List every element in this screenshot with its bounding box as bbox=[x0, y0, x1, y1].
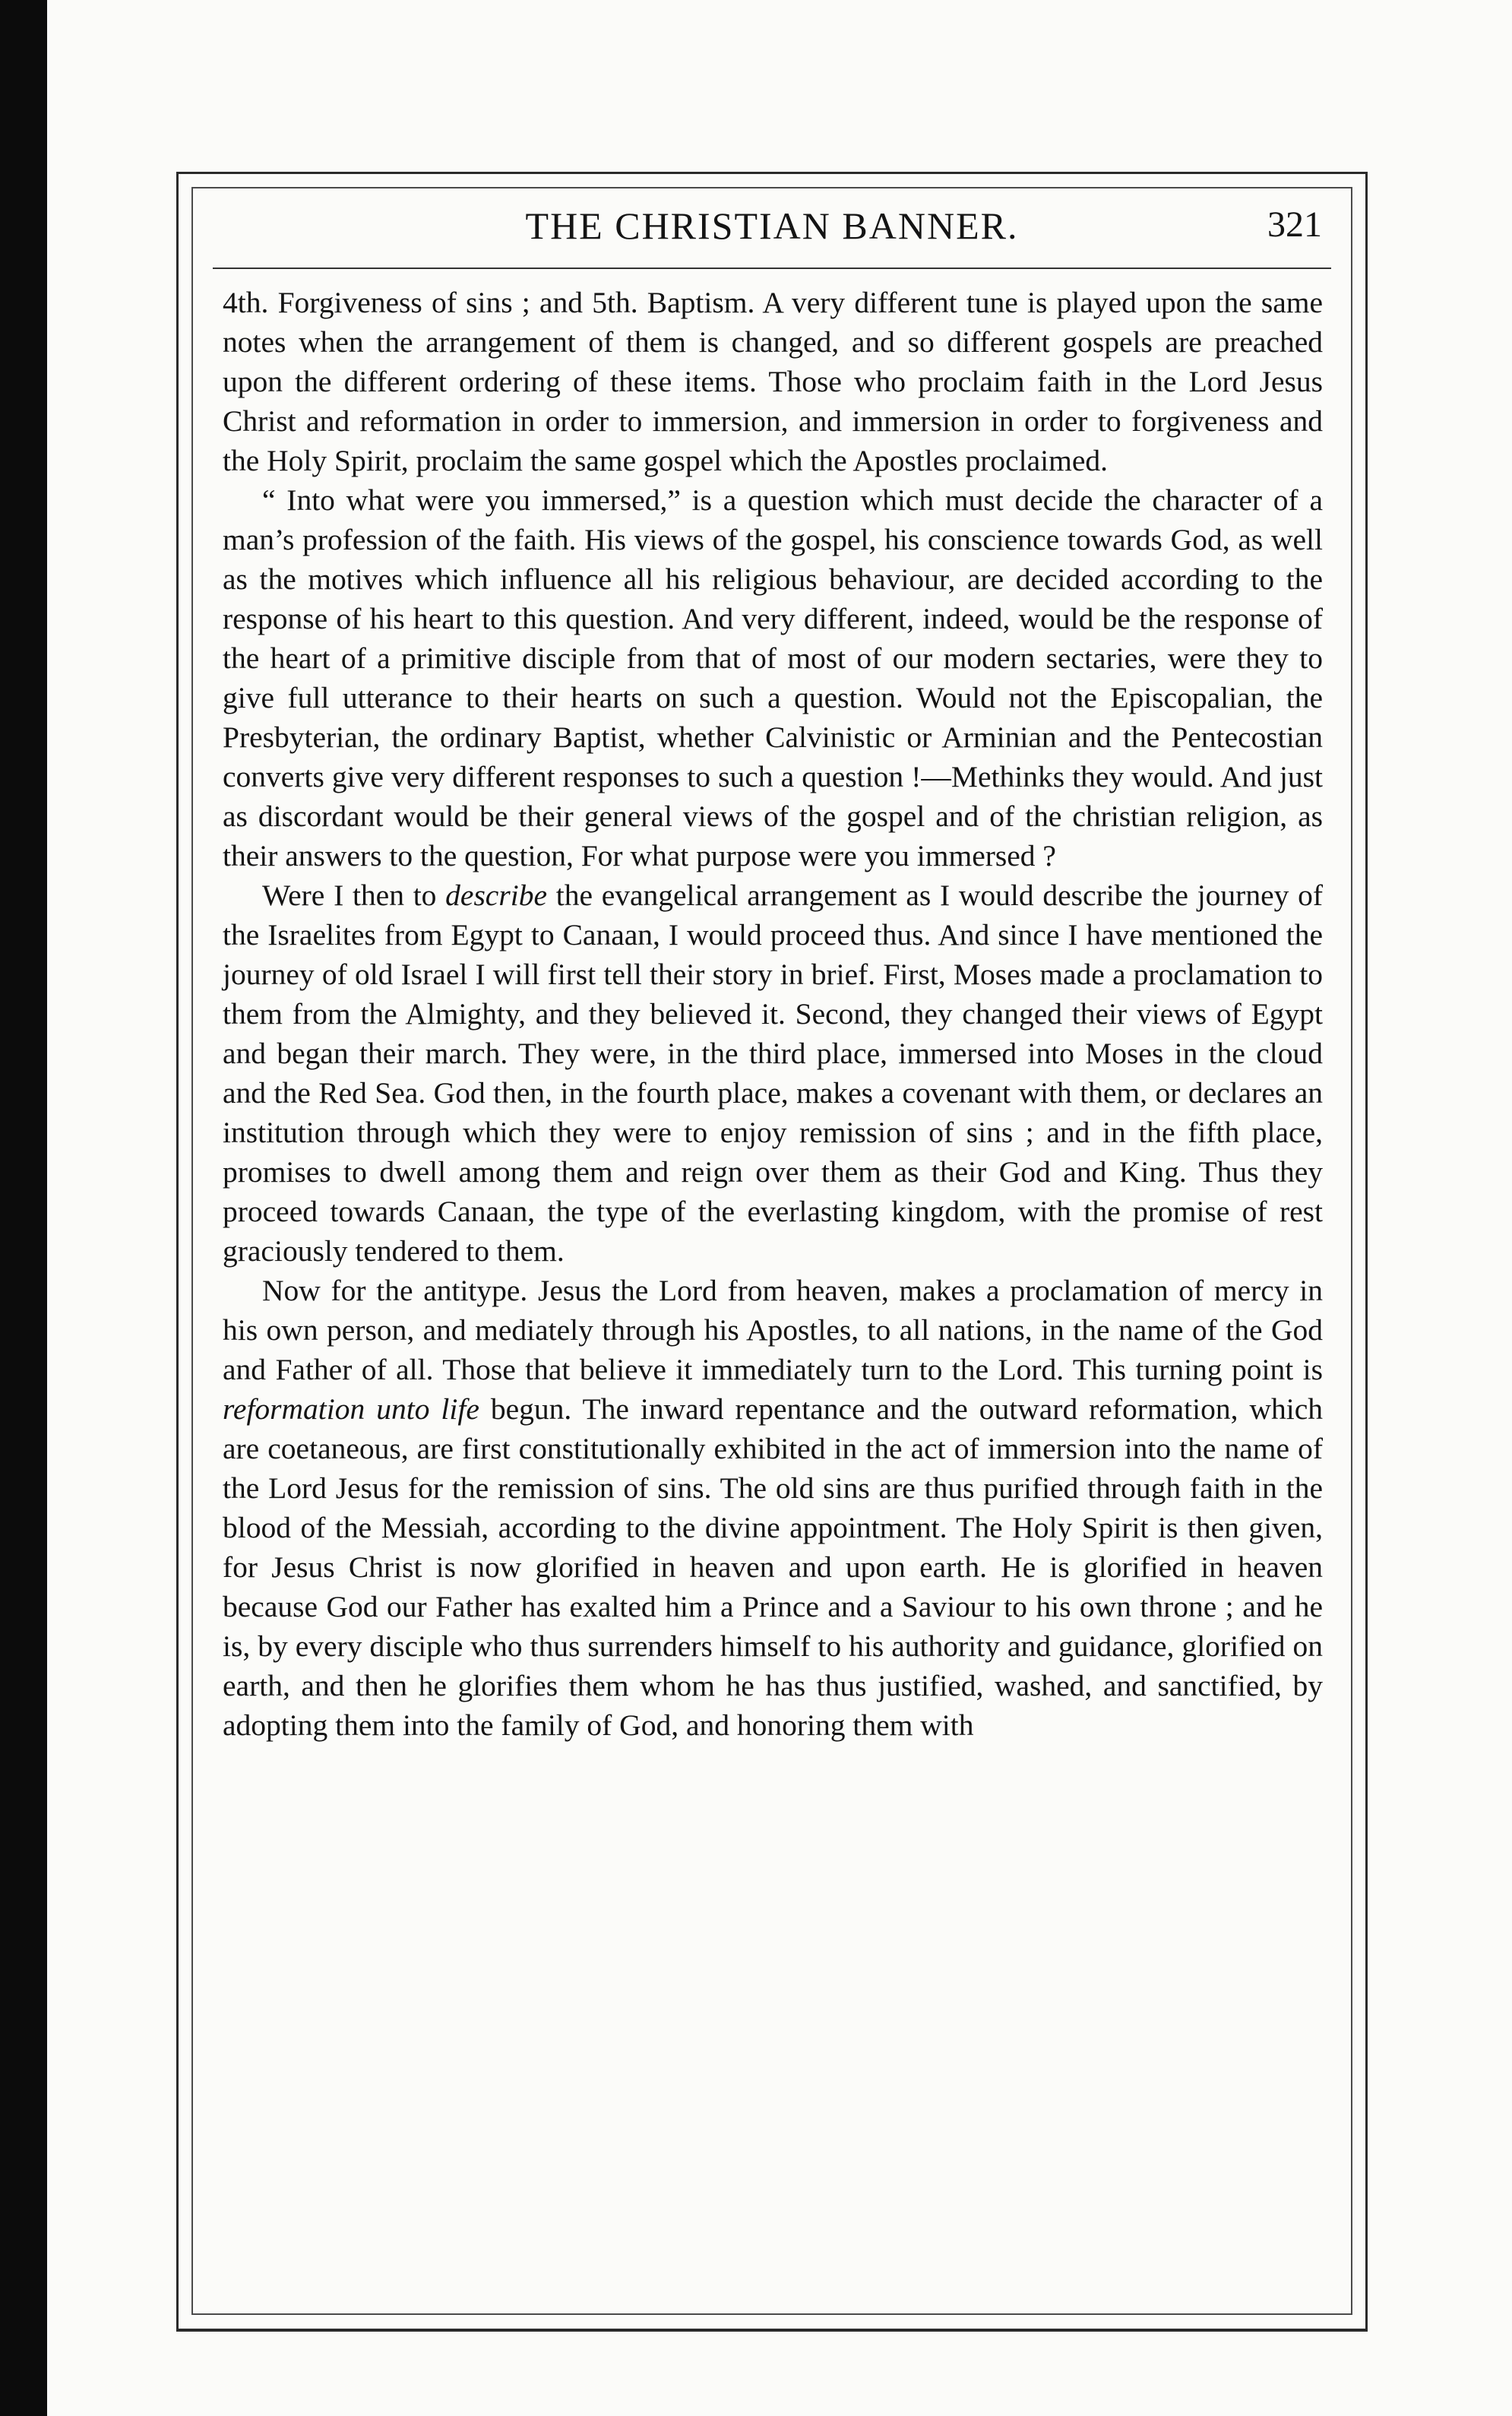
paragraph-4 bbox=[223, 1271, 1323, 1745]
article-body bbox=[223, 283, 1323, 1745]
text-run: 4th. Forgiveness of sins ; and 5th. Baptism. A very different tune is played upon the same notes when the arrangement of them is changed, and so different gospels are preached upon the different ordering of these items. Those who proclaim faith in the Lord Jesus Christ and reformation in order to immersion, and immersion in order to forgiveness and the Holy Spirit, proclaim the same gospel which the Apostles proclaimed. bbox=[223, 286, 1323, 477]
italic-phrase: reformation unto life bbox=[223, 1392, 479, 1426]
running-title: THE CHRISTIAN BANNER. bbox=[525, 204, 1019, 247]
text-run: the evangelical arrangement as I would describe the journey of the Israelites from Egypt to Canaan, I would proceed thus. And since I have mentioned the journey of old Israel I will first tell their story in brief. First, Moses made a proclamation to them from the Almighty, and they believed it. Second, they changed their views of Egypt and began their march. They were, in the third place, immersed into Moses in the cloud and the Red Sea. God then, in the fourth place, makes a covenant with them, or declares an institution through which they were to enjoy remission of sins ; and in the fifth place, promises to dwell among them and reign over them as their God and King. Thus they proceed towards Canaan, the type of the everlasting kingdom, with the promise of rest graciously tendered to them. bbox=[223, 879, 1323, 1268]
header-rule bbox=[213, 268, 1331, 269]
paragraph-3 bbox=[223, 876, 1323, 1271]
text-run: “ Into what were you immersed,” is a question which must decide the character of a man’s profession of the faith. His views of the gospel, his conscience towards God, as well as the motives which influence all his religious behaviour, are decided according to the response of his heart to this question. And very different, indeed, would be the response of the heart of a primitive disciple from that of most of our modern sectaries, were they to give full utterance to their hearts on such a question. Would not the Episcopalian, the Presbyterian, the ordinary Baptist, whether Calvinistic or Arminian and the Pentecostian converts give very different responses to such a question !—Methinks they would. And just as discordant would be their general views of the gospel and of the christian religion, as their answers to the question, For what purpose were you immersed ? bbox=[223, 483, 1323, 872]
paragraph-2 bbox=[223, 480, 1323, 876]
page-number: 321 bbox=[1267, 204, 1322, 245]
page-header bbox=[213, 199, 1331, 260]
binding-edge bbox=[0, 0, 47, 2416]
text-run: begun. The inward repentance and the outward reformation, which are coetaneous, are first constitutionally exhibited in the act of immersion into the name of the Lord Jesus for the remission of sins. The old sins are thus purified through faith in the blood of the Messiah, according to the divine appointment. The Holy Spirit is then given, for Jesus Christ is now glorified in heaven and upon earth. He is glorified in heaven because God our Father has exalted him a Prince and a Saviour to his own throne ; and he is, by every disciple who thus surrenders himself to his authority and guidance, glorified on earth, and then he glorifies them whom he has thus justified, washed, and sanctified, by adopting them into the family of God, and honoring them with bbox=[223, 1392, 1323, 1742]
text-run: Now for the antitype. Jesus the Lord from heaven, makes a proclamation of mercy in his own person, and mediately through his Apostles, to all nations, in the name of the God and Father of all. Those that believe it immediately turn to the Lord. This turning point is bbox=[223, 1274, 1323, 1386]
paragraph-1 bbox=[223, 283, 1323, 480]
italic-phrase: describe bbox=[445, 879, 547, 912]
text-run: Were I then to bbox=[262, 879, 446, 912]
